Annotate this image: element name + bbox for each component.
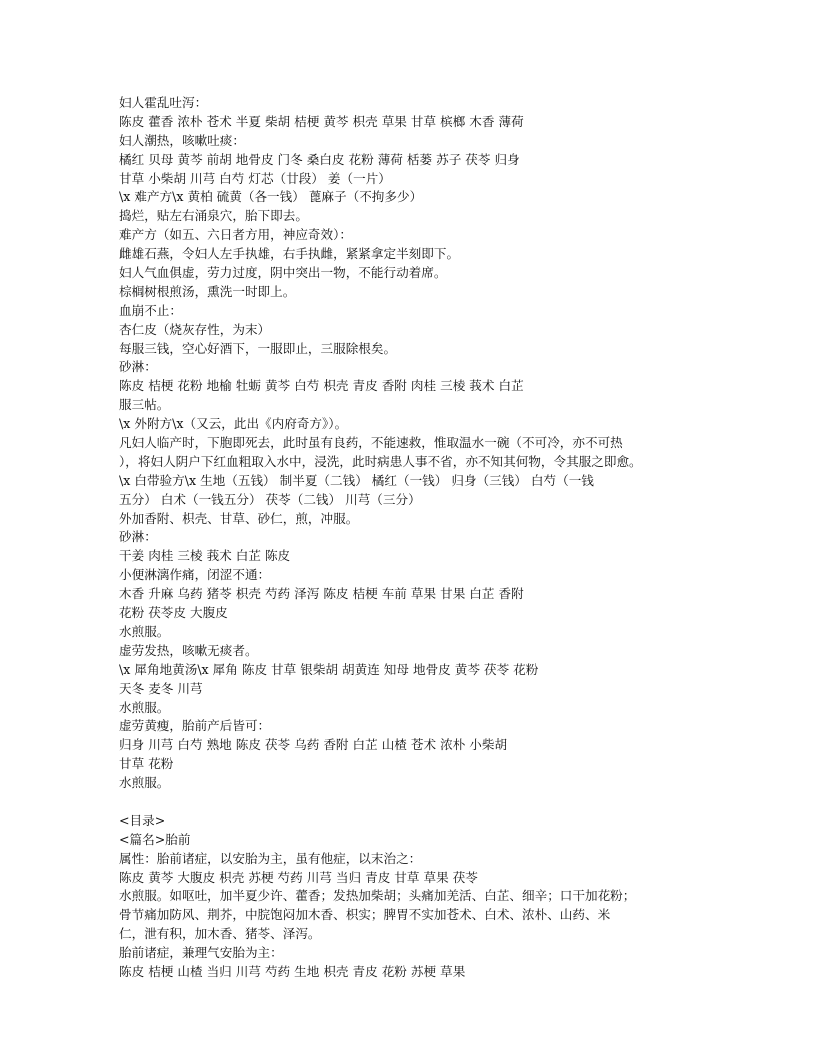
text-line: 水煎服。 — [119, 623, 170, 639]
text-line: \x 犀角地黄汤\x 犀角 陈皮 甘草 银柴胡 胡黄连 知母 地骨皮 黄芩 茯苓 花粉 — [119, 661, 539, 677]
text-line: 五分） 白术（一钱五分） 茯苓（二钱） 川芎（三分） — [119, 491, 421, 507]
text-line: 骨节痛加防风、荆芥，中脘饱闷加木香、枳实；脾胃不实加苍术、白术、浓朴、山药、米 — [119, 907, 611, 923]
text-line: 妇人霍乱吐泻： — [119, 95, 208, 110]
text-line: 水煎服。 — [119, 699, 170, 715]
text-line: \x 白带验方\x 生地（五钱） 制半夏（二钱） 橘红（一钱） 归身（三钱） 白芍（一钱 — [119, 472, 594, 488]
text-line: 难产方（如五、六日者方用，神应奇效）： — [119, 227, 352, 243]
text-line: 砂淋： — [119, 529, 157, 545]
text-line: 陈皮 藿香 浓朴 苍术 半夏 柴胡 桔梗 黄芩 枳壳 草果 甘草 槟榔 木香 薄荷 — [119, 113, 524, 129]
text-line: 服三帖。 — [119, 397, 170, 413]
text-line: 小便淋漓作痛，闭涩不通： — [119, 567, 271, 583]
text-line: 甘草 小柴胡 川芎 白芍 灯芯（廿段） 姜（一片） — [119, 170, 391, 186]
text-line: 妇人气血俱虚，劳力过度，阴中突出一物，不能行动着席。 — [119, 265, 447, 281]
text-line: 天冬 麦冬 川芎 — [119, 680, 203, 696]
text-line: 水煎服。 — [119, 775, 170, 791]
text-line: <篇名>胎前 — [119, 831, 191, 847]
text-line: ），将妇人阴户下红血粗取入水中，浸洗，此时病患人事不省，亦不知其何物，令其服之即愈。 — [119, 453, 642, 469]
text-line: 胎前诸症，兼理气安胎为主： — [119, 945, 283, 961]
text-line: 橘红 贝母 黄芩 前胡 地骨皮 门冬 桑白皮 花粉 薄荷 栝蒌 苏子 茯苓 归身 — [119, 151, 520, 167]
text-line: 陈皮 桔梗 花粉 地榆 牡蛎 黄芩 白芍 枳壳 青皮 香附 肉桂 三棱 莪术 白芷 — [119, 378, 524, 394]
text-line: 陈皮 黄芩 大腹皮 枳壳 苏梗 芍药 川芎 当归 青皮 甘草 草果 茯苓 — [119, 869, 478, 885]
text-line: 属性：胎前诸症，以安胎为主，虽有他症，以末治之： — [119, 850, 422, 866]
text-line: 棕榈树根煎汤，熏洗一时即上。 — [119, 283, 296, 299]
text-line: 干姜 肉桂 三棱 莪术 白芷 陈皮 — [119, 548, 291, 564]
text-line: 仁，泄有积，加木香、猪苓、泽泻。 — [119, 926, 321, 942]
text-line: 每服三钱，空心好酒下，一服即止，三服除根矣。 — [119, 340, 397, 356]
text-line: 虚劳发热，咳嗽无痰者。 — [119, 642, 258, 658]
text-line: 妇人潮热，咳嗽吐痰： — [119, 132, 245, 148]
text-line: 血崩不止： — [119, 302, 182, 318]
text-line: 外加香附、枳壳、甘草、砂仁，煎，冲服。 — [119, 510, 359, 526]
text-line: 虚劳黄瘦，胎前产后皆可： — [119, 718, 271, 734]
document-text — [119, 94, 809, 982]
blank-line — [119, 793, 809, 812]
text-line: 陈皮 桔梗 山楂 当归 川芎 芍药 生地 枳壳 青皮 花粉 苏梗 草果 — [119, 963, 466, 979]
text-line: 水煎服。如呕吐，加半夏少许、藿香；发热加柴胡；头痛加羌活、白芷、细辛；口干加花粉； — [119, 888, 636, 904]
text-line: 木香 升麻 乌药 猪苓 枳壳 芍药 泽泻 陈皮 桔梗 车前 草果 甘果 白芷 香附 — [119, 586, 524, 602]
text-line: \x 难产方\x 黄柏 硫黄（各一钱） 蓖麻子（不拘多少） — [119, 189, 423, 205]
text-line: <目录> — [119, 812, 166, 828]
text-line: 甘草 花粉 — [119, 756, 174, 772]
text-line: 花粉 茯苓皮 大腹皮 — [119, 605, 228, 621]
text-line: 砂淋： — [119, 359, 157, 375]
text-line: 凡妇人临产时，下胞即死去，此时虽有良药，不能速救，惟取温水一碗（不可冷，亦不可热 — [119, 435, 623, 451]
text-line: 雌雄石燕，令妇人左手执雄，右手执雌，紧紧拿定半刻即下。 — [119, 246, 460, 262]
text-line: 杏仁皮（烧灰存性，为末） — [119, 321, 271, 337]
text-line: 归身 川芎 白芍 熟地 陈皮 茯苓 乌药 香附 白芷 山楂 苍术 浓朴 小柴胡 — [119, 737, 508, 753]
text-line: 捣烂，贴左右涌泉穴，胎下即去。 — [119, 208, 308, 224]
text-line: \x 外附方\x（又云，此出《内府奇方》）。 — [119, 416, 348, 432]
